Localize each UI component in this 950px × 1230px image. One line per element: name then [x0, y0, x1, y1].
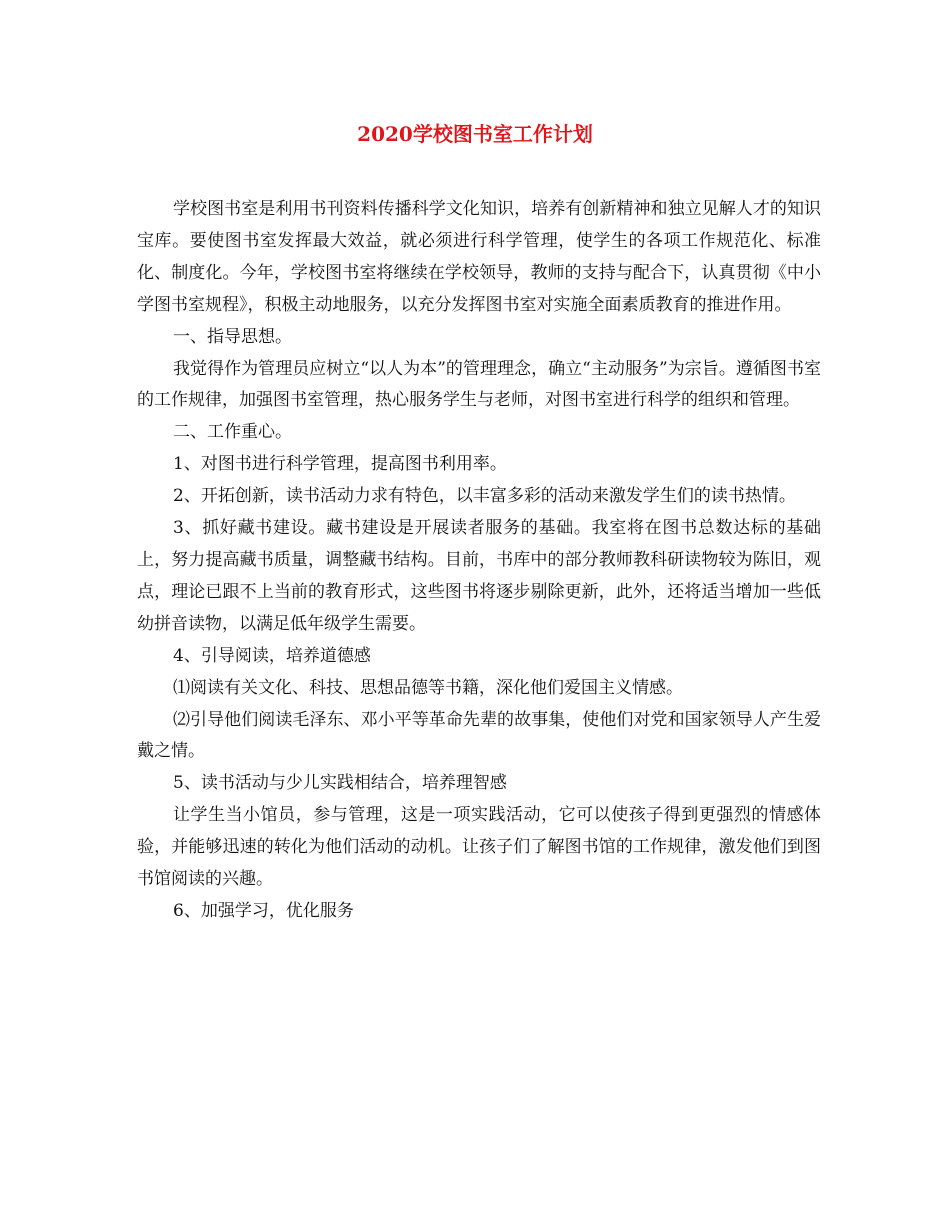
paragraph-guiding-ideology: 我觉得作为管理员应树立“以人为本”的管理理念，确立“主动服务”为宗旨。遵循图书室的工作规律，加强图书室管理，热心服务学生与老师，对图书室进行科学的组织和管理。 — [137, 358, 821, 411]
list-item-3: 3、抓好藏书建设。藏书建设是开展读者服务的基础。我室将在图书总数达标的基础上，努力提高藏书质量，调整藏书结构。目前，书库中的部分教师教科研读物较为陈旧，观点，理论已跟不上当前的教育形式，这些图书将逐步剔除更新，此外，还将适当增加一些低幼拼音读物，以满足低年级学生需要。 — [137, 518, 821, 634]
list-item-2: 2、开拓创新，读书活动力求有特色，以丰富多彩的活动来激发学生们的读书热情。 — [173, 486, 796, 507]
section-heading-work-focus: 二、工作重心。 — [173, 422, 292, 443]
section-heading-guiding-ideology: 一、指导思想。 — [173, 326, 292, 347]
sub-item-4-1: ⑴阅读有关文化、科技、思想品德等书籍，深化他们爱国主义情感。 — [173, 677, 683, 698]
list-item-4: 4、引导阅读，培养道德感 — [173, 645, 371, 666]
document-body — [137, 194, 821, 928]
document-title: 2020学校图书室工作计划 — [357, 122, 593, 146]
list-item-5: 5、读书活动与少儿实践相结合，培养理智感 — [173, 773, 507, 794]
list-item-1: 1、对图书进行科学管理，提高图书利用率。 — [173, 454, 507, 475]
paragraph-intro: 学校图书室是利用书刊资料传播科学文化知识，培养有创新精神和独立见解人才的知识宝库。要使图书室发挥最大效益，就必须进行科学管理，使学生的各项工作规范化、标准化、制度化。今年，学校图书室将继续在学校领导，教师的支持与配合下，认真贯彻《中小学图书室规程》，积极主动地服务，以充分发挥图书室对实施全面素质教育的推进作用。 — [137, 199, 821, 315]
paragraph-item-5-detail: 让学生当小馆员，参与管理，这是一项实践活动，它可以使孩子得到更强烈的情感体验，并能够迅速的转化为他们活动的动机。让孩子们了解图书馆的工作规律，激发他们到图书馆阅读的兴趣。 — [137, 805, 821, 890]
sub-item-4-2: ⑵引导他们阅读毛泽东、邓小平等革命先辈的故事集，使他们对党和国家领导人产生爱戴之情。 — [137, 709, 821, 762]
list-item-6: 6、加强学习，优化服务 — [173, 900, 354, 921]
